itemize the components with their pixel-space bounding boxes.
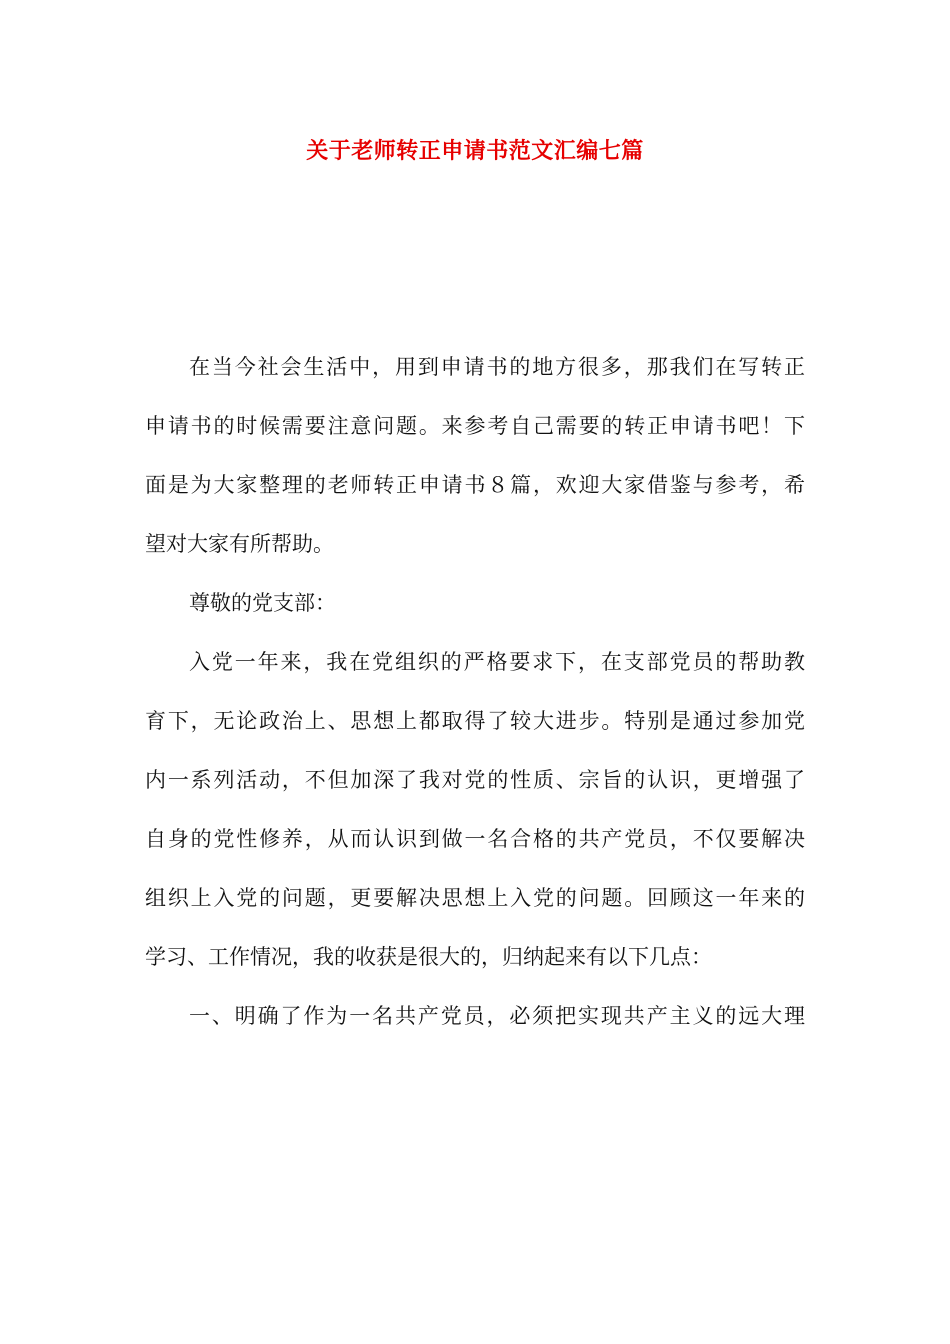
paragraph-line: 望对大家有所帮助。	[145, 532, 334, 556]
document-body	[145, 338, 805, 1046]
paragraph-line: 申请书的时候需要注意问题。来参考自己需要的转正申请书吧！下	[145, 414, 805, 438]
salutation-line: 尊敬的党支部：	[189, 591, 336, 615]
paragraph-line: 学习、工作情况，我的收获是很大的，归纳起来有以下几点：	[145, 945, 712, 969]
document-title: 关于老师转正申请书范文汇编七篇	[306, 138, 644, 164]
paragraph-line: 内一系列活动，不但加深了我对党的性质、宗旨的认识，更增强了	[145, 768, 805, 792]
paragraph-line: 面是为大家整理的老师转正申请书８篇，欢迎大家借鉴与参考，希	[145, 473, 805, 497]
paragraph-line: 在当今社会生活中，用到申请书的地方很多，那我们在写转正	[189, 355, 805, 379]
paragraph-line: 组织上入党的问题，更要解决思想上入党的问题。回顾这一年来的	[145, 886, 805, 910]
paragraph-line: 自身的党性修养，从而认识到做一名合格的共产党员，不仅要解决	[145, 827, 805, 851]
paragraph-line: 一、明确了作为一名共产党员，必须把实现共产主义的远大理	[189, 1004, 805, 1028]
paragraph-line: 入党一年来，我在党组织的严格要求下，在支部党员的帮助教	[189, 650, 805, 674]
paragraph-line: 育下，无论政治上、思想上都取得了较大进步。特别是通过参加党	[145, 709, 805, 733]
